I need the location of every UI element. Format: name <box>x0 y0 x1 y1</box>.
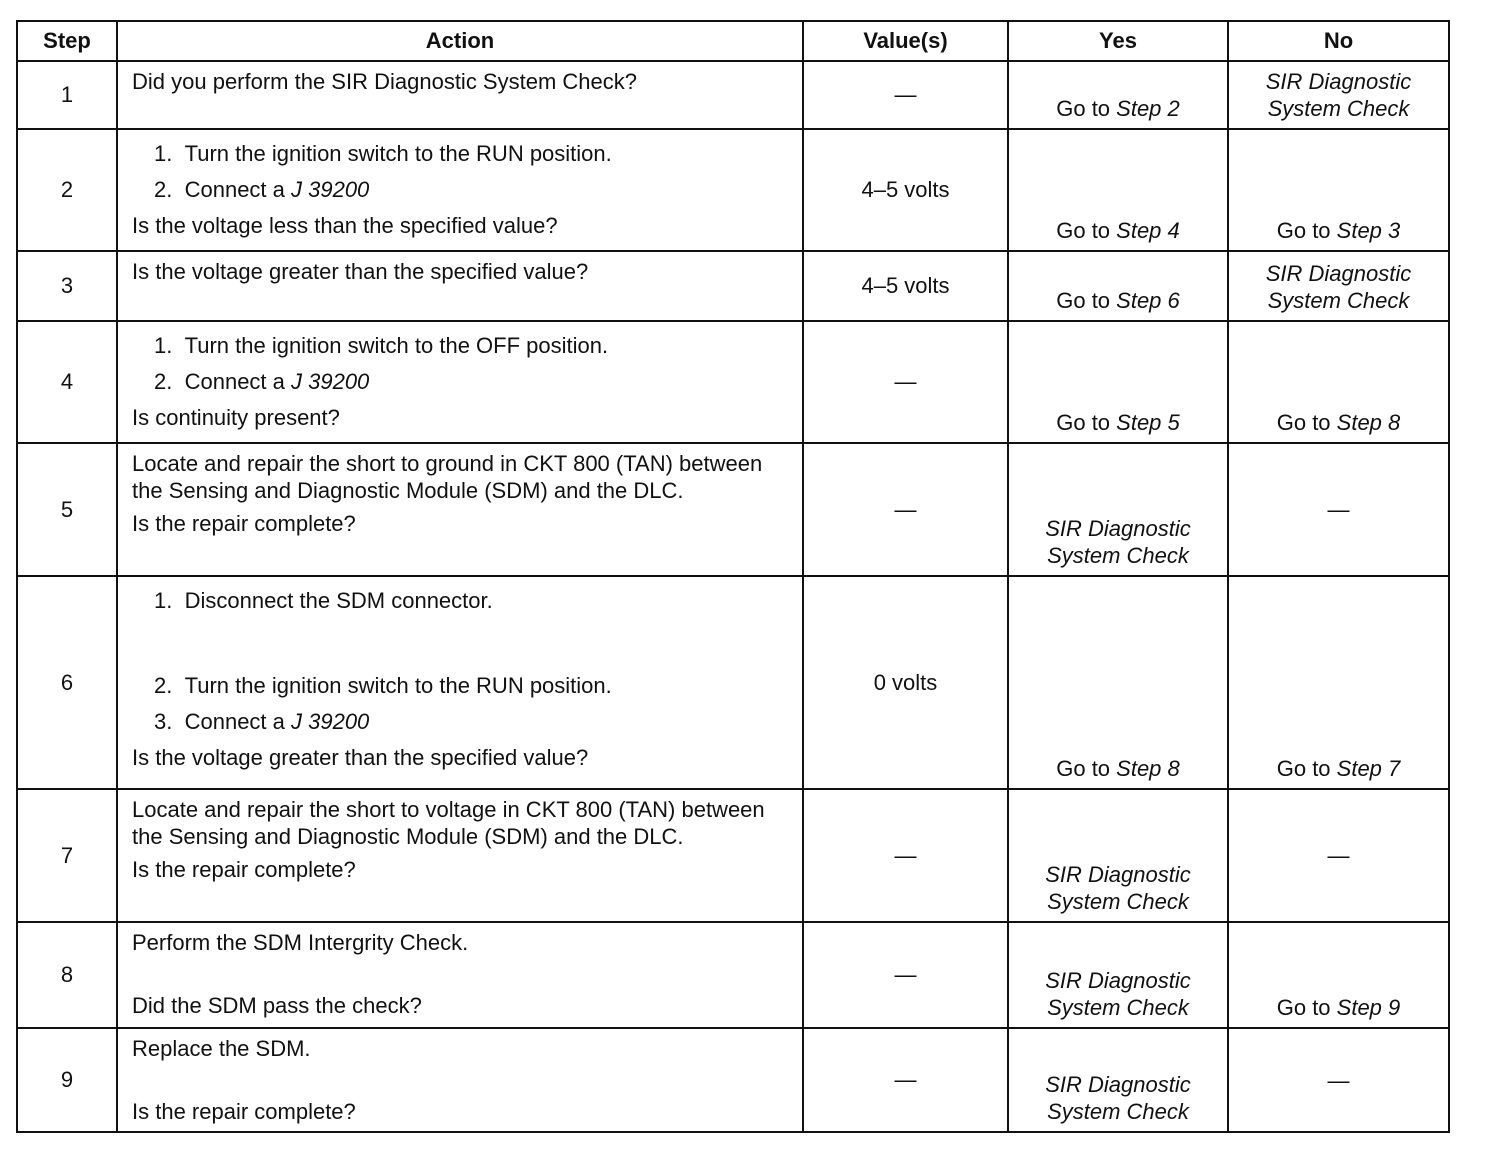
value-cell: — <box>803 321 1008 443</box>
value-cell: 4–5 volts <box>803 129 1008 251</box>
header-values: Value(s) <box>803 21 1008 61</box>
no-cell: Go to Step 9 <box>1228 922 1449 1028</box>
action-cell <box>117 443 803 576</box>
no-cell: Go to Step 7 <box>1228 576 1449 789</box>
step-number: 8 <box>17 922 117 1028</box>
action-item: 3. Connect a J 39200 <box>154 709 370 734</box>
action-item: 1. Turn the ignition switch to the OFF position. <box>154 333 609 358</box>
action-text: Locate and repair the short to voltage in CKT 800 (TAN) between the Sensing and Diagnostic Module (SDM) and the DLC. <box>132 797 765 849</box>
yes-cell: SIR Diagnostic System Check <box>1008 1028 1228 1132</box>
action-question: Is the voltage greater than the specified value? <box>132 745 589 770</box>
table-row <box>17 443 1449 576</box>
table-row <box>17 129 1449 251</box>
step-number: 4 <box>17 321 117 443</box>
action-item: 2. Connect a J 39200 <box>154 369 370 394</box>
value-cell: — <box>803 789 1008 922</box>
value-cell: 0 volts <box>803 576 1008 789</box>
yes-cell: Go to Step 6 <box>1008 251 1228 321</box>
action-question: Is the voltage less than the specified value? <box>132 213 558 238</box>
action-question: Is continuity present? <box>132 405 340 430</box>
table-row <box>17 251 1449 321</box>
action-cell <box>117 129 803 251</box>
action-question: Is the repair complete? <box>132 857 356 882</box>
value-cell: — <box>803 1028 1008 1132</box>
step-number: 5 <box>17 443 117 576</box>
header-no: No <box>1228 21 1449 61</box>
action-text: Locate and repair the short to ground in CKT 800 (TAN) between the Sensing and Diagnostic Module (SDM) and the DLC. <box>132 451 763 503</box>
diagnostic-table <box>16 20 1450 1133</box>
action-cell <box>117 61 803 129</box>
action-item: 1. Turn the ignition switch to the RUN position. <box>154 141 612 166</box>
no-line-1: SIR Diagnostic <box>1265 69 1412 94</box>
header-action: Action <box>117 21 803 61</box>
action-item: 2. Connect a J 39200 <box>154 177 370 202</box>
action-cell <box>117 789 803 922</box>
no-cell: — <box>1228 443 1449 576</box>
yes-cell: SIR Diagnostic System Check <box>1008 443 1228 576</box>
no-cell <box>1228 61 1449 129</box>
action-question: Is the repair complete? <box>132 511 356 536</box>
action-question: Is the repair complete? <box>132 1099 356 1124</box>
yes-prefix: Go to <box>1056 96 1117 121</box>
header-row <box>17 21 1449 61</box>
header-step: Step <box>17 21 117 61</box>
action-text: Did you perform the SIR Diagnostic System Check? <box>132 69 637 94</box>
action-text: Replace the SDM. <box>132 1036 311 1061</box>
step-number: 6 <box>17 576 117 789</box>
table-row <box>17 576 1449 789</box>
step-number: 1 <box>17 61 117 129</box>
table-row <box>17 321 1449 443</box>
table-row <box>17 1028 1449 1132</box>
yes-cell: SIR Diagnostic System Check <box>1008 922 1228 1028</box>
step-number: 2 <box>17 129 117 251</box>
value-cell: 4–5 volts <box>803 251 1008 321</box>
yes-cell <box>1008 61 1228 129</box>
action-question: Did the SDM pass the check? <box>132 993 422 1018</box>
yes-step-link: Step 2 <box>1116 96 1180 121</box>
step-number: 9 <box>17 1028 117 1132</box>
action-text: Perform the SDM Intergrity Check. <box>132 930 469 955</box>
yes-cell: Go to Step 4 <box>1008 129 1228 251</box>
header-yes: Yes <box>1008 21 1228 61</box>
step-number: 3 <box>17 251 117 321</box>
action-cell <box>117 251 803 321</box>
no-cell: Go to Step 3 <box>1228 129 1449 251</box>
action-cell <box>117 1028 803 1132</box>
action-cell <box>117 922 803 1028</box>
no-cell: — <box>1228 1028 1449 1132</box>
yes-cell: Go to Step 8 <box>1008 576 1228 789</box>
table-row <box>17 789 1449 922</box>
no-cell: — <box>1228 789 1449 922</box>
yes-cell: SIR Diagnostic System Check <box>1008 789 1228 922</box>
action-cell <box>117 576 803 789</box>
action-text: Is the voltage greater than the specified value? <box>132 259 589 284</box>
no-line-2: System Check <box>1267 96 1410 121</box>
yes-cell: Go to Step 5 <box>1008 321 1228 443</box>
action-cell <box>117 321 803 443</box>
no-cell: Go to Step 8 <box>1228 321 1449 443</box>
value-cell: — <box>803 922 1008 1028</box>
step-number: 7 <box>17 789 117 922</box>
table-row <box>17 61 1449 129</box>
table-row <box>17 922 1449 1028</box>
action-item: 2. Turn the ignition switch to the RUN position. <box>154 673 612 698</box>
value-cell: — <box>803 443 1008 576</box>
no-cell: SIR Diagnostic System Check <box>1228 251 1449 321</box>
action-item: 1. Disconnect the SDM connector. <box>154 588 493 613</box>
value-cell: — <box>803 61 1008 129</box>
